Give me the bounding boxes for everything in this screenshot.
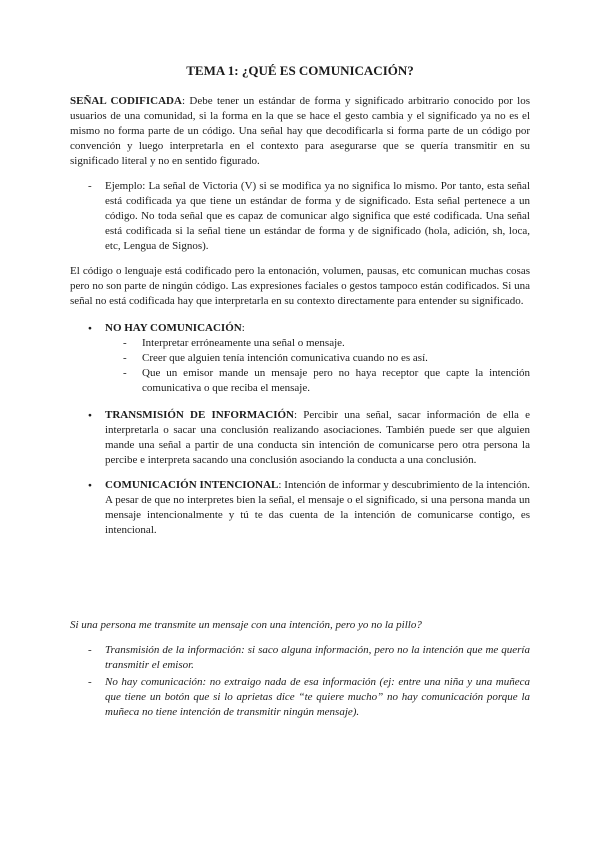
sub-list-item: [70, 366, 530, 396]
paragraph-senal-codificada: [70, 94, 530, 169]
bullet-section-no-hay-comunicacion: [70, 321, 530, 396]
bullet-section-transmision-informacion: [70, 408, 530, 468]
bullet-icon: ●: [88, 482, 92, 489]
bullet-item-no-hay-comunicacion: [70, 321, 530, 336]
sub-list-item: [70, 351, 530, 366]
bullet-text: [105, 478, 530, 538]
list-item-ejemplo: [70, 179, 530, 254]
senal-codificada-lead: SEÑAL CODIFICADA: [70, 95, 182, 107]
dash-icon: -: [88, 180, 92, 192]
sub-list-item: [70, 336, 530, 351]
bullet-heading: TRANSMISIÓN DE INFORMACIÓN: [105, 409, 294, 421]
bullet-section-comunicacion-intencional: [70, 478, 530, 538]
bullet-item-comunicacion-intencional: [70, 478, 530, 538]
sub-item-text: Que un emisor mande un mensaje pero no haya receptor que capte la intención comunicativa o que reciba el mensaje.: [142, 367, 530, 394]
question-text: Si una persona me transmite un mensaje con una intención, pero yo no la pillo?: [70, 619, 422, 631]
dash-icon: -: [123, 352, 127, 364]
answer-text: No hay comunicación: no extraigo nada de esa información (ej: entre una niña y una muñeca que tiene un botón que si lo aprietas dice “te quiere mucho” no hay comunicación porque la muñeca no tiene intención de transmitir ningún mensaje).: [105, 676, 530, 718]
bullet-heading: NO HAY COMUNICACIÓN: [105, 322, 242, 334]
bullet-icon: ●: [88, 325, 92, 332]
bullet-body: : Percibir una señal, sacar información de ella e interpretarla o sacar una conclusión realizando asociaciones. También puede ser que alguien mande una señal a partir de una conducta sin intención de comunicarse pero otra persona la percibe e interpreta sacando una conclusión asociando la conducta a una conclusión.: [105, 409, 530, 466]
bullet-icon: ●: [88, 412, 92, 419]
answer-item: [70, 675, 530, 720]
bullet-text: [105, 321, 530, 336]
bullet-body: : Intención de informar y descubrimiento de la intención. A pesar de que no interpretes bien la señal, el mensaje o el significado, si una persona manda un mensaje intencionalmente y tú te das cuenta de la intención de comunicarse contigo, es intencional.: [105, 479, 530, 536]
bullet-text: [105, 408, 530, 468]
answer-item: [70, 643, 530, 673]
handwritten-notes-section: [70, 618, 530, 720]
dash-icon: -: [123, 367, 127, 379]
bullet-heading: COMUNICACIÓN INTENCIONAL: [105, 479, 279, 491]
ejemplo-text: Ejemplo: La señal de Victoria (V) si se modifica ya no significa lo mismo. Por tanto, esta señal está codificada ya que tiene un estándar de forma y de significado. Esta señal pertenece a un código. No toda señal que es capaz de comunicar algo significa que esté codificada. Una señal está codificada si la señal tiene un estándar de forma y de significado (hola, adición, sh, loca, etc, Lengua de Signos).: [105, 180, 530, 252]
senal-codificada-body: : Debe tener un estándar de forma y significado arbitrario conocido por los usuarios de una comunidad, si la forma en la que se hace el gesto cambia y el significado ya no es el mismo no forma parte de un código. Una señal hay que decodificarla si forma parte de un código por convención y luego interpretarla en el contexto para asegurarse que se quería transmitir en su significado literal y no en sentido figurado.: [70, 95, 531, 167]
dash-icon: -: [88, 676, 92, 688]
dash-icon: -: [123, 337, 127, 349]
bullet-item-transmision-informacion: [70, 408, 530, 468]
answer-text: Transmisión de la información: si saco alguna información, pero no la intención que me quería transmitir el emisor.: [105, 644, 530, 671]
paragraph-codigo: El código o lenguaje está codificado pero la entonación, volumen, pausas, etc comunican muchas cosas pero no son parte de ningún código. Las expresiones faciales o gestos tampoco están codificados. Si una señal no está codificada hay que interpretarla en su contexto directamente para entender su significado.: [70, 265, 530, 307]
sub-item-text: Creer que alguien tenía intención comunicativa cuando no es así.: [142, 352, 428, 364]
sub-item-text: Interpretar erróneamente una señal o mensaje.: [142, 337, 345, 349]
page-title: TEMA 1: ¿QUÉ ES COMUNICACIÓN?: [186, 63, 414, 78]
bullet-body: :: [241, 322, 245, 334]
dash-icon: -: [88, 644, 92, 656]
